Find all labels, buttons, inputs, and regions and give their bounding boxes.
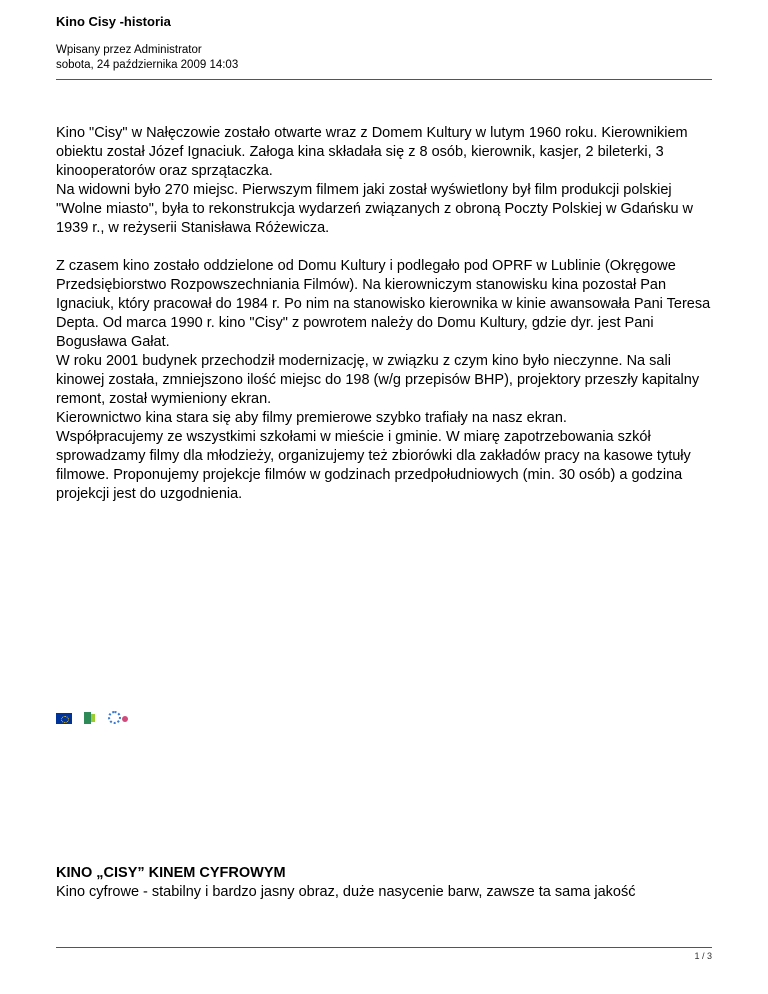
article-date: sobota, 24 października 2009 14:03 (56, 59, 239, 71)
sponsor-logos (56, 710, 130, 726)
section-title: KINO „CISY” KINEM CYFROWYM (56, 865, 286, 881)
section-text: Kino cyfrowe - stabilny i bardzo jasny obraz, duże nasycenie barw, zawsze ta sama jakość (56, 884, 636, 900)
header-divider (56, 79, 712, 80)
program-logo-icon (108, 711, 130, 725)
article-line: Z czasem kino zostało oddzielone od Domu Kultury i podlegało pod OPRF w Lublinie (Okręgowe Przedsiębiorstwo Rozpowszechniania Filmów). Na kierowniczym stanowisku kina pozostał Pan Ignaciuk, który pracował do 1984 r. Po nim na stanowisko kierownika w kinie awansowała Pani Teresa Depta. Od marca 1990 r. kino "Cisy" z powrotem należy do Domu Kultury, gdzie dyr. jest Pani Bogusława Gałat. (56, 258, 711, 350)
article-line: Kierownictwo kina stara się aby filmy premierowe szybko trafiały na nasz ekran. (56, 410, 567, 426)
article-line: W roku 2001 budynek przechodził modernizację, w związku z czym kino było nieczynne. Na sali kinowej została, zmniejszono ilość miejsc do 198 (w/g przepisów BHP), projektory przeszły kapitalny remont, został wymieniony ekran. (56, 353, 700, 407)
article-body (56, 124, 716, 523)
page-number: 1 / 3 (694, 951, 712, 961)
article-line: Kino "Cisy" w Nałęczowie zostało otwarte wraz z Domem Kultury w lutym 1960 roku. Kierownikiem obiektu został Józef Ignaciuk. Załoga kina składała się z 8 osób, kierownik, kasjer, 2 bileterki, 3 kinooperatorów oraz sprzątaczka. (56, 125, 688, 179)
page-header (56, 14, 712, 73)
article-title: Kino Cisy -historia (56, 14, 171, 29)
article-line: Współpracujemy ze wszystkimi szkołami w mieście i gminie. W miarę zapotrzebowania szkół sprowadzamy filmy dla młodzieży, organizujemy też zbiorówki dla zakładów pracy na kasowe tytuły filmowe. Proponujemy projekcje filmów w godzinach przedpołudniowych (min. 30 osób) a godzina projekcji jest do uzgodnienia. (56, 429, 691, 502)
article-line: Na widowni było 270 miejsc. Pierwszym filmem jaki został wyświetlony był film produkcji polskiej "Wolne miasto", była to rekonstrukcja wydarzeń związanych z obroną Poczty Polskiej w Gdańsku w 1939 r., w reżyserii Stanisława Różewicza. (56, 182, 694, 236)
eu-flag-icon (56, 713, 72, 724)
digital-cinema-section (56, 864, 716, 902)
article-paragraph (56, 257, 716, 504)
footer-divider (56, 947, 712, 948)
article-paragraph (56, 124, 716, 238)
article-meta (56, 43, 712, 73)
regional-logo-icon (84, 711, 96, 725)
article-author: Wpisany przez Administrator (56, 44, 202, 56)
